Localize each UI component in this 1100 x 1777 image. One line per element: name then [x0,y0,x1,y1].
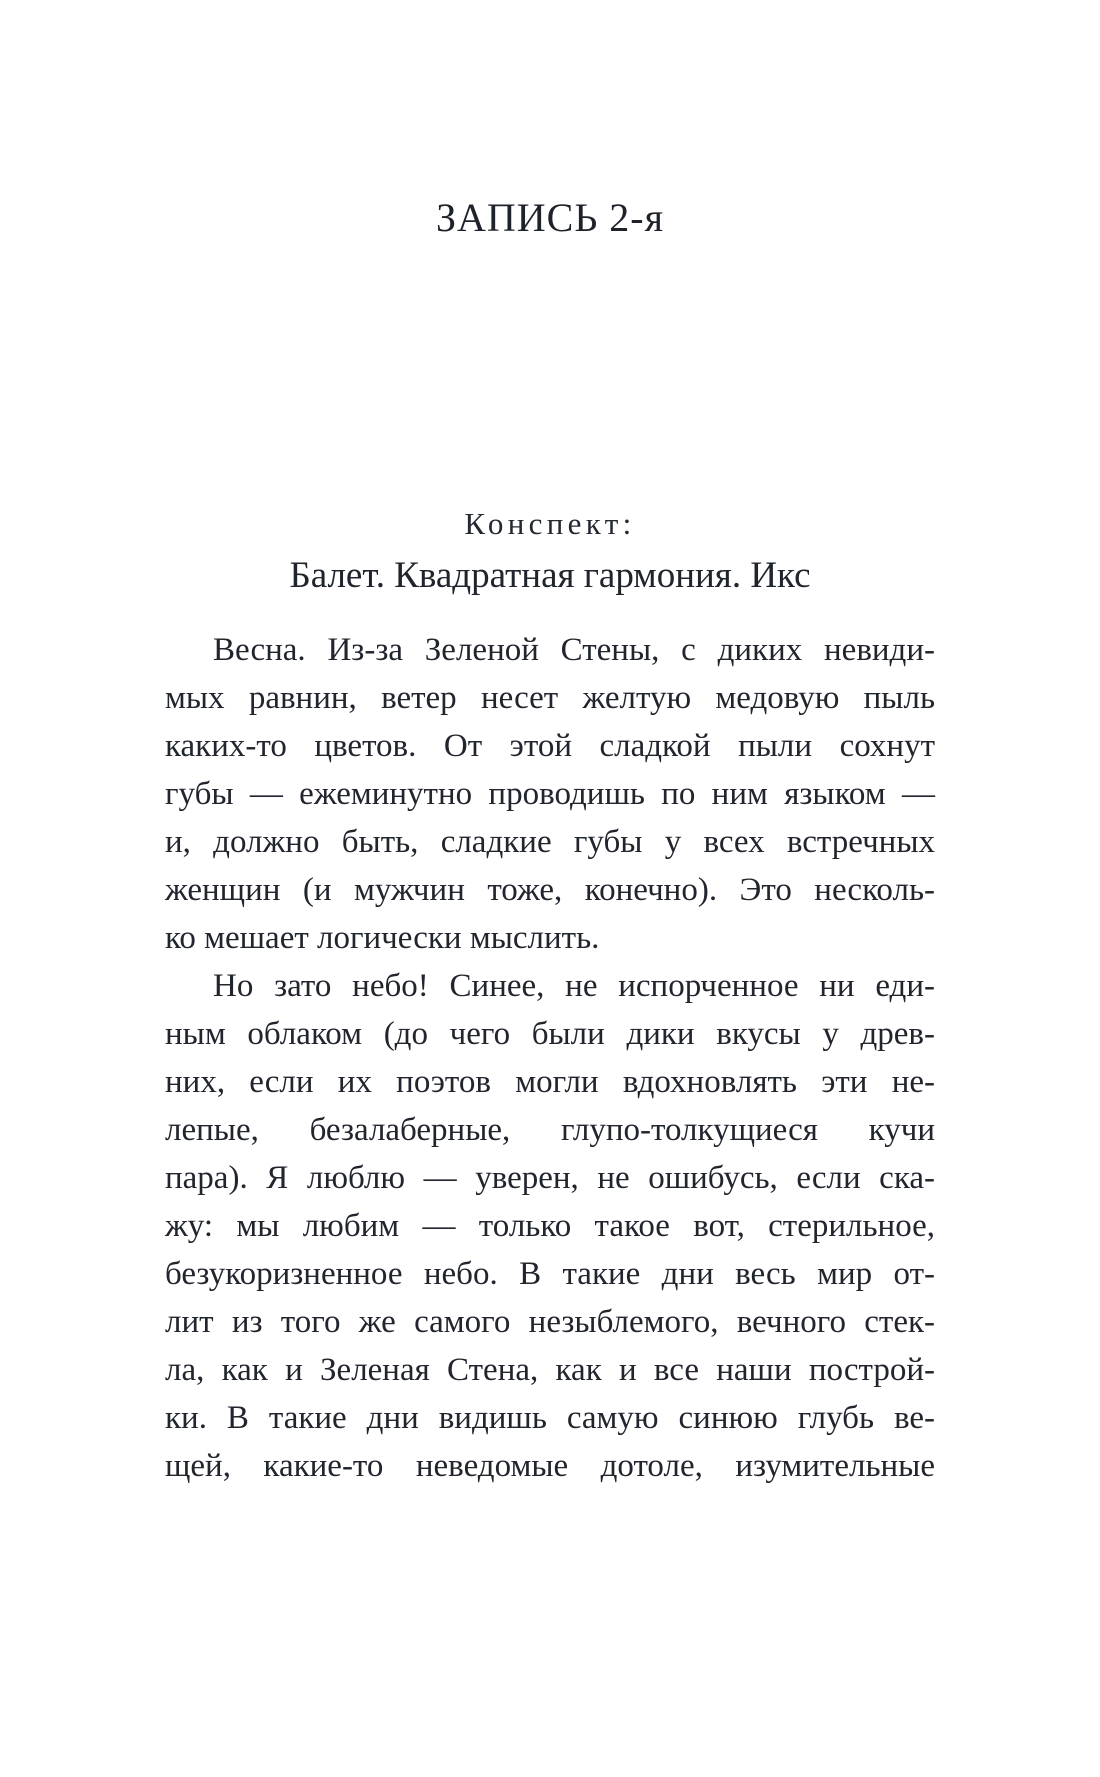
text-line: Весна. Из-за Зеленой Стены, с диких невиди- [213,632,935,668]
text-line: Но зато небо! Синее, не испорченное ни еди- [213,968,935,1004]
text-line: щей, какие-то неведомые дотоле, изумительные [165,1448,935,1484]
text-line: них, если их поэтов могли вдохновлять эти не- [165,1064,935,1100]
text-line: лепые, безалаберные, глупо-толкущиеся кучи [165,1112,935,1148]
text-line: ла, как и Зеленая Стена, как и все наши построй- [165,1352,935,1388]
text-line: жу: мы любим — только такое вот, стерильное, [165,1208,935,1244]
text-line: мых равнин, ветер несет желтую медовую пыль [165,680,935,716]
text-line: ко мешает логически мыслить. [165,920,600,956]
synopsis-text: Балет. Квадратная гармония. Икс [289,555,811,596]
body-text [165,626,935,1490]
text-line: каких-то цветов. От этой сладкой пыли сохнут [165,728,935,764]
text-line: лит из того же самого незыблемого, вечного стек- [165,1304,935,1340]
text-line: пара). Я люблю — уверен, не ошибусь, если ска- [165,1160,935,1196]
text-line: безукоризненное небо. В такие дни весь мир от- [165,1256,935,1292]
text-line: женщин (и мужчин тоже, конечно). Это несколь- [165,872,935,908]
text-line: и, должно быть, сладкие губы у всех встречных [165,824,935,860]
chapter-title: ЗАПИСЬ 2-я [435,195,665,240]
paragraph [165,626,935,962]
text-line: ным облаком (до чего были дики вкусы у древ- [165,1016,935,1052]
text-line: ки. В такие дни видишь самую синюю глубь ве- [165,1400,935,1436]
text-line: губы — ежеминутно проводишь по ним языком — [165,776,935,812]
paragraph [165,962,935,1490]
synopsis-label: Конспект: [464,506,636,541]
